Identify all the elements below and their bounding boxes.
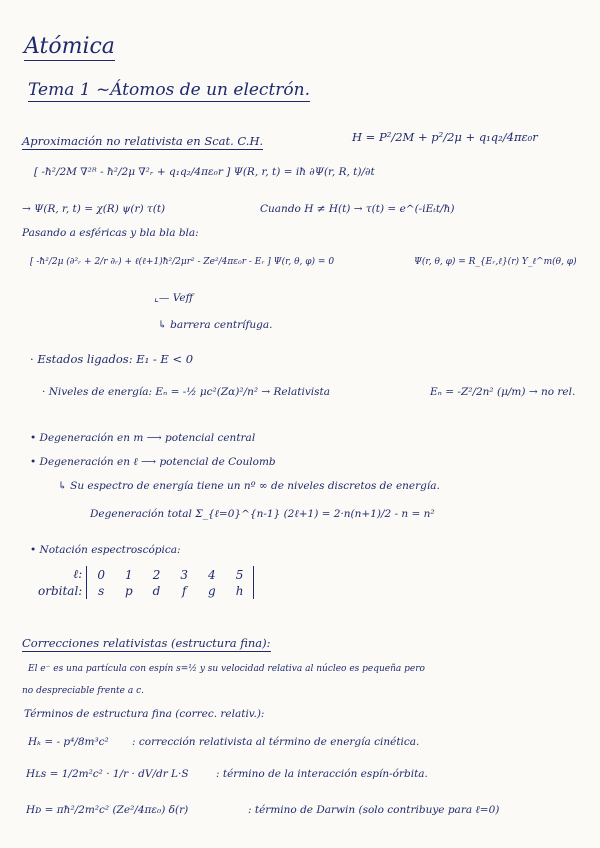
degeneracy-m: • Degeneración en m ⟶ potencial central — [30, 432, 256, 444]
table-row — [28, 583, 254, 599]
wavefunction-decomposition: Ψ(r, θ, φ) = R_{Eᵣ,ℓ}(r) Y_ℓ^m(θ, φ) — [414, 257, 577, 267]
bound-states: · Estados ligados: E₁ - E < 0 — [30, 352, 194, 366]
page-title: Atómica — [24, 34, 115, 59]
l-value: 0 — [87, 566, 115, 583]
spectrum-note: ↳ Su espectro de energía tiene un nº ∞ de niveles discretos de energía. — [58, 480, 440, 492]
orbital-letter: h — [226, 583, 254, 599]
corrections-heading: Correcciones relativistas (estructura fina): — [22, 636, 271, 650]
l-value: 3 — [180, 567, 188, 582]
energy-levels: · Niveles de energía: Eₙ = -½ μc²(Zα)²/n² → Relativista — [42, 386, 330, 398]
kinetic-term-formula: Hₖ = - p⁴/8m³c² — [28, 736, 109, 748]
darwin-formula: Hᴅ = πħ²/2m²c² (Ze²/4πε₀) δ(r) — [26, 804, 189, 816]
orbital-letter: s — [87, 583, 115, 599]
kinetic-term-description: : corrección relativista al término de energía cinética. — [132, 736, 420, 748]
l-value: 4 — [208, 567, 216, 582]
time-condition: Cuando H ≠ H(t) → τ(t) = e^(-iEₜt/ħ) — [260, 203, 455, 215]
barrier-label: ↳ barrera centrífuga. — [158, 319, 273, 331]
orbital-letter: f — [181, 584, 187, 598]
energy-levels-nonrel: Eₙ = -Z²/2n² (μ/m) → no rel. — [430, 386, 576, 398]
radial-equation: [ -ħ²/2μ (∂²ᵣ + 2/r ∂ᵣ) + ℓ(ℓ+1)ħ²/2μr² - Ze²/4πε₀r - Eᵣ ] Ψ(r, θ, φ) = 0 — [30, 257, 335, 267]
l-row-label: ℓ: — [73, 567, 83, 581]
orbital-table — [28, 566, 254, 599]
total-degeneracy: Degeneración total Σ_{ℓ=0}^{n-1} (2ℓ+1) = 2·n(n+1)/2 - n = n² — [90, 508, 435, 520]
table-row — [28, 566, 254, 583]
orbital-letter: p — [124, 584, 133, 598]
orbital-letter: d — [152, 584, 161, 598]
l-value: 5 — [226, 566, 254, 583]
corrections-intro-2: no despreciable frente a c. — [22, 686, 144, 696]
l-value: 1 — [125, 567, 133, 582]
separation-of-variables: → Ψ(R, r, t) = χ(R) ψ(r) τ(t) — [22, 203, 166, 215]
l-value: 2 — [152, 567, 161, 582]
orbital-letter: g — [208, 584, 216, 598]
spherical-note: Pasando a esféricas y bla bla bla: — [22, 227, 199, 239]
spectroscopic-notation: • Notación espectroscópica: — [30, 544, 181, 556]
fine-structure-terms: Términos de estructura fina (correc. relativ.): — [24, 708, 265, 720]
degeneracy-l: • Degeneración en ℓ ⟶ potencial de Coulomb — [30, 456, 276, 468]
schrodinger-equation: [ -ħ²/2M ∇²ᴿ - ħ²/2μ ∇²ᵣ + q₁q₂/4πε₀r ] Ψ(R, r, t) = iħ ∂Ψ(r, R, t)/∂t — [34, 166, 375, 178]
spin-orbit-formula: Hʟs = 1/2m²c² · 1/r · dV/dr L·S — [26, 768, 189, 780]
hamiltonian: H = P²/2M + p²/2μ + q₁q₂/4πε₀r — [352, 130, 538, 144]
topic-title: Tema 1 ~Átomos de un electrón. — [28, 80, 311, 100]
orbital-row-label: orbital: — [38, 584, 83, 598]
darwin-description: : término de Darwin (solo contribuye para ℓ=0) — [248, 804, 500, 816]
corrections-intro-1: El e⁻ es una partícula con espín s=½ y su velocidad relativa al núcleo es pequeña pero — [28, 664, 425, 674]
spin-orbit-description: : término de la interacción espín-órbita. — [216, 768, 428, 780]
approx-heading: Aproximación no relativista en Scat. C.H. — [22, 134, 264, 148]
veff-label: ⌞— Veff — [154, 292, 194, 304]
